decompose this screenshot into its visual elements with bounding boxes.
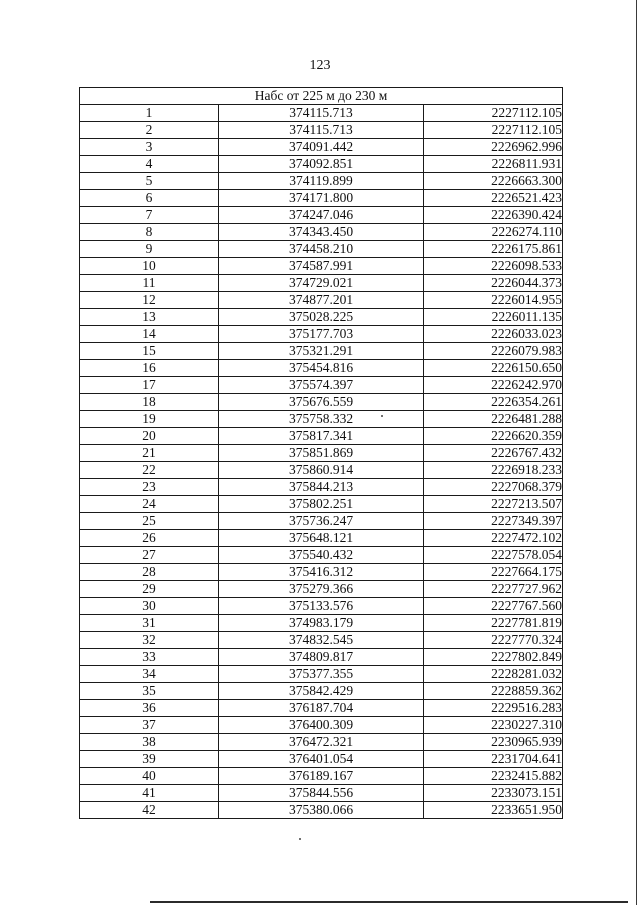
point-number-cell: 16 (80, 360, 219, 377)
x-coordinate-cell: 374809.817 (219, 649, 424, 666)
x-coordinate-cell: 374832.545 (219, 632, 424, 649)
coordinates-table (79, 87, 563, 819)
point-number-cell: 34 (80, 666, 219, 683)
point-number-cell: 1 (80, 105, 219, 122)
point-number-cell: 9 (80, 241, 219, 258)
y-coordinate-cell: 2226354.261 (424, 394, 563, 411)
x-coordinate-cell: 375133.576 (219, 598, 424, 615)
scan-border-bottom (150, 901, 628, 903)
x-coordinate-cell: 374587.991 (219, 258, 424, 275)
y-coordinate-cell: 2227781.819 (424, 615, 563, 632)
y-coordinate-cell: 2227068.379 (424, 479, 563, 496)
y-coordinate-cell: 2226098.533 (424, 258, 563, 275)
x-coordinate-cell: 376187.704 (219, 700, 424, 717)
point-number-cell: 26 (80, 530, 219, 547)
point-number-cell: 14 (80, 326, 219, 343)
x-coordinate-cell: 375844.556 (219, 785, 424, 802)
y-coordinate-cell: 2226811.931 (424, 156, 563, 173)
table-row (80, 156, 563, 173)
x-coordinate-cell: 375844.213 (219, 479, 424, 496)
x-coordinate-cell: 375817.341 (219, 428, 424, 445)
table-row (80, 649, 563, 666)
y-coordinate-cell: 2227213.507 (424, 496, 563, 513)
table-row (80, 122, 563, 139)
table-row (80, 547, 563, 564)
point-number-cell: 27 (80, 547, 219, 564)
x-coordinate-cell: 375177.703 (219, 326, 424, 343)
point-number-cell: 37 (80, 717, 219, 734)
point-number-cell: 36 (80, 700, 219, 717)
y-coordinate-cell: 2227349.397 (424, 513, 563, 530)
y-coordinate-cell: 2226242.970 (424, 377, 563, 394)
point-number-cell: 30 (80, 598, 219, 615)
point-number-cell: 28 (80, 564, 219, 581)
table-row (80, 785, 563, 802)
point-number-cell: 3 (80, 139, 219, 156)
y-coordinate-cell: 2226044.373 (424, 275, 563, 292)
table-row (80, 581, 563, 598)
table-row (80, 530, 563, 547)
table-row (80, 802, 563, 819)
point-number-cell: 39 (80, 751, 219, 768)
table-row (80, 462, 563, 479)
x-coordinate-cell: 375540.432 (219, 547, 424, 564)
y-coordinate-cell: 2227578.054 (424, 547, 563, 564)
point-number-cell: 31 (80, 615, 219, 632)
table-row (80, 173, 563, 190)
table-body (80, 105, 563, 819)
point-number-cell: 12 (80, 292, 219, 309)
point-number-cell: 4 (80, 156, 219, 173)
point-number-cell: 23 (80, 479, 219, 496)
x-coordinate-cell: 374115.713 (219, 122, 424, 139)
y-coordinate-cell: 2226962.996 (424, 139, 563, 156)
point-number-cell: 29 (80, 581, 219, 598)
point-number-cell: 42 (80, 802, 219, 819)
y-coordinate-cell: 2226390.424 (424, 207, 563, 224)
x-coordinate-cell: 375860.914 (219, 462, 424, 479)
y-coordinate-cell: 2233073.151 (424, 785, 563, 802)
table-row (80, 258, 563, 275)
point-number-cell: 40 (80, 768, 219, 785)
y-coordinate-cell: 2226481.288 (424, 411, 563, 428)
x-coordinate-cell: 375416.312 (219, 564, 424, 581)
table-row (80, 751, 563, 768)
point-number-cell: 5 (80, 173, 219, 190)
table-row (80, 394, 563, 411)
table-row (80, 292, 563, 309)
x-coordinate-cell: 375380.066 (219, 802, 424, 819)
point-number-cell: 15 (80, 343, 219, 360)
x-coordinate-cell: 375758.332 (219, 411, 424, 428)
point-number-cell: 13 (80, 309, 219, 326)
y-coordinate-cell: 2227112.105 (424, 105, 563, 122)
y-coordinate-cell: 2226150.650 (424, 360, 563, 377)
point-number-cell: 10 (80, 258, 219, 275)
scan-speck (381, 415, 383, 417)
table-row (80, 768, 563, 785)
y-coordinate-cell: 2229516.283 (424, 700, 563, 717)
table-row (80, 105, 563, 122)
y-coordinate-cell: 2227112.105 (424, 122, 563, 139)
table-row (80, 241, 563, 258)
y-coordinate-cell: 2226274.110 (424, 224, 563, 241)
point-number-cell: 38 (80, 734, 219, 751)
table-header: Набс от 225 м до 230 м (80, 88, 563, 105)
table-row (80, 139, 563, 156)
x-coordinate-cell: 374092.851 (219, 156, 424, 173)
x-coordinate-cell: 376401.054 (219, 751, 424, 768)
y-coordinate-cell: 2226011.135 (424, 309, 563, 326)
y-coordinate-cell: 2227472.102 (424, 530, 563, 547)
table-row (80, 343, 563, 360)
y-coordinate-cell: 2230965.939 (424, 734, 563, 751)
point-number-cell: 6 (80, 190, 219, 207)
x-coordinate-cell: 374729.021 (219, 275, 424, 292)
table-row (80, 275, 563, 292)
point-number-cell: 20 (80, 428, 219, 445)
table-row (80, 428, 563, 445)
table-row (80, 496, 563, 513)
y-coordinate-cell: 2230227.310 (424, 717, 563, 734)
table-row (80, 207, 563, 224)
x-coordinate-cell: 376400.309 (219, 717, 424, 734)
page-number: 123 (309, 58, 331, 73)
table-row (80, 445, 563, 462)
y-coordinate-cell: 2227802.849 (424, 649, 563, 666)
table-row (80, 564, 563, 581)
y-coordinate-cell: 2226014.955 (424, 292, 563, 309)
table-row (80, 377, 563, 394)
table-row (80, 309, 563, 326)
x-coordinate-cell: 375802.251 (219, 496, 424, 513)
x-coordinate-cell: 375851.869 (219, 445, 424, 462)
x-coordinate-cell: 375321.291 (219, 343, 424, 360)
table-row (80, 224, 563, 241)
scan-border-right (636, 0, 637, 905)
point-number-cell: 19 (80, 411, 219, 428)
x-coordinate-cell: 375028.225 (219, 309, 424, 326)
y-coordinate-cell: 2227770.324 (424, 632, 563, 649)
point-number-cell: 41 (80, 785, 219, 802)
table-row (80, 411, 563, 428)
table-row (80, 598, 563, 615)
y-coordinate-cell: 2226521.423 (424, 190, 563, 207)
x-coordinate-cell: 376472.321 (219, 734, 424, 751)
point-number-cell: 17 (80, 377, 219, 394)
table-row (80, 734, 563, 751)
y-coordinate-cell: 2227727.962 (424, 581, 563, 598)
table-row (80, 683, 563, 700)
point-number-cell: 8 (80, 224, 219, 241)
scan-speck (299, 838, 301, 840)
x-coordinate-cell: 374119.899 (219, 173, 424, 190)
y-coordinate-cell: 2226033.023 (424, 326, 563, 343)
table-header-row (80, 88, 563, 105)
y-coordinate-cell: 2231704.641 (424, 751, 563, 768)
point-number-cell: 33 (80, 649, 219, 666)
point-number-cell: 11 (80, 275, 219, 292)
table-row (80, 190, 563, 207)
y-coordinate-cell: 2232415.882 (424, 768, 563, 785)
x-coordinate-cell: 374877.201 (219, 292, 424, 309)
table-row (80, 700, 563, 717)
point-number-cell: 7 (80, 207, 219, 224)
table-row (80, 615, 563, 632)
x-coordinate-cell: 374983.179 (219, 615, 424, 632)
table-row (80, 479, 563, 496)
x-coordinate-cell: 376189.167 (219, 768, 424, 785)
x-coordinate-cell: 374171.800 (219, 190, 424, 207)
y-coordinate-cell: 2226663.300 (424, 173, 563, 190)
table-row (80, 717, 563, 734)
y-coordinate-cell: 2227664.175 (424, 564, 563, 581)
point-number-cell: 18 (80, 394, 219, 411)
x-coordinate-cell: 375574.397 (219, 377, 424, 394)
y-coordinate-cell: 2233651.950 (424, 802, 563, 819)
point-number-cell: 21 (80, 445, 219, 462)
x-coordinate-cell: 375454.816 (219, 360, 424, 377)
x-coordinate-cell: 374458.210 (219, 241, 424, 258)
y-coordinate-cell: 2226918.233 (424, 462, 563, 479)
x-coordinate-cell: 375676.559 (219, 394, 424, 411)
y-coordinate-cell: 2228859.362 (424, 683, 563, 700)
point-number-cell: 2 (80, 122, 219, 139)
x-coordinate-cell: 375842.429 (219, 683, 424, 700)
x-coordinate-cell: 375736.247 (219, 513, 424, 530)
x-coordinate-cell: 375377.355 (219, 666, 424, 683)
x-coordinate-cell: 374343.450 (219, 224, 424, 241)
y-coordinate-cell: 2226620.359 (424, 428, 563, 445)
x-coordinate-cell: 374091.442 (219, 139, 424, 156)
y-coordinate-cell: 2226767.432 (424, 445, 563, 462)
point-number-cell: 25 (80, 513, 219, 530)
x-coordinate-cell: 375648.121 (219, 530, 424, 547)
point-number-cell: 35 (80, 683, 219, 700)
y-coordinate-cell: 2226079.983 (424, 343, 563, 360)
x-coordinate-cell: 374247.046 (219, 207, 424, 224)
point-number-cell: 24 (80, 496, 219, 513)
table-row (80, 360, 563, 377)
y-coordinate-cell: 2228281.032 (424, 666, 563, 683)
table-row (80, 632, 563, 649)
y-coordinate-cell: 2227767.560 (424, 598, 563, 615)
point-number-cell: 22 (80, 462, 219, 479)
table-row (80, 326, 563, 343)
y-coordinate-cell: 2226175.861 (424, 241, 563, 258)
x-coordinate-cell: 375279.366 (219, 581, 424, 598)
x-coordinate-cell: 374115.713 (219, 105, 424, 122)
table-row (80, 666, 563, 683)
table-row (80, 513, 563, 530)
point-number-cell: 32 (80, 632, 219, 649)
